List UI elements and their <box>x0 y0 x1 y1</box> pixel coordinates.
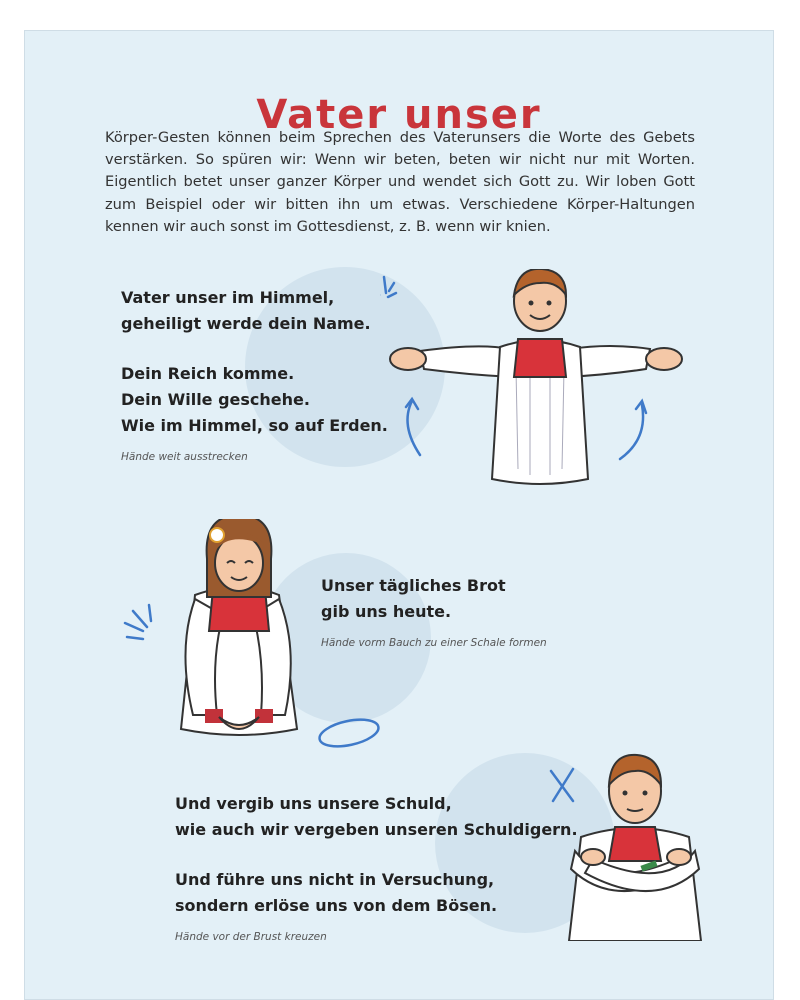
prayer-line: gib uns heute. <box>321 602 452 621</box>
page <box>24 30 774 1000</box>
prayer-line: geheiligt werde dein Name. <box>121 314 371 333</box>
intro-paragraph: Körper-Gesten können beim Sprechen des Vaterunsers die Worte des Gebets verstärken. So spüren wir: Wenn wir beten, beten wir nicht nur mit Worten. Eigentlich betet unser ganzer Körper und wendet sich Gott zu. Wir loben Gott zum Beispiel oder wir bitten ihn um etwas. Verschiedene Körper-Haltungen kennen wir auch sonst im Gottesdienst, z. B. wenn wir knien. <box>105 129 695 235</box>
prayer-line: Unser tägliches Brot <box>321 576 506 595</box>
gesture-note: Hände weit ausstrecken <box>121 451 248 463</box>
prayer-line: Und führe uns nicht in Versuchung, <box>175 870 495 889</box>
curved-arrow-icon <box>620 401 646 459</box>
oval-scribble-icon <box>317 715 381 751</box>
sparkle-icon <box>125 605 151 639</box>
curved-arrow-icon <box>406 399 420 455</box>
sparkle-icon <box>380 277 396 297</box>
page-title: Vater unser <box>256 91 542 138</box>
prayer-line: sondern erlöse uns von dem Bösen. <box>175 896 498 915</box>
prayer-line: Und vergib uns unsere Schuld, <box>175 794 452 813</box>
prayer-section-2 <box>321 573 547 649</box>
cross-mark-icon <box>551 769 573 801</box>
altar-boy-arms-wide-illustration <box>380 269 690 494</box>
prayer-line: wie auch wir vergeben unseren Schuldigern. <box>175 820 578 839</box>
prayer-line: Dein Wille geschehe. <box>121 390 310 409</box>
prayer-section-3 <box>175 791 578 943</box>
prayer-section-1 <box>121 285 388 463</box>
prayer-line: Wie im Himmel, so auf Erden. <box>121 416 388 435</box>
gesture-note: Hände vor der Brust kreuzen <box>175 931 327 943</box>
altar-boy-crossed-arms-illustration <box>545 741 745 941</box>
gesture-note: Hände vorm Bauch zu einer Schale formen <box>321 637 547 649</box>
prayer-line: Dein Reich komme. <box>121 364 295 383</box>
prayer-line: Vater unser im Himmel, <box>121 288 335 307</box>
